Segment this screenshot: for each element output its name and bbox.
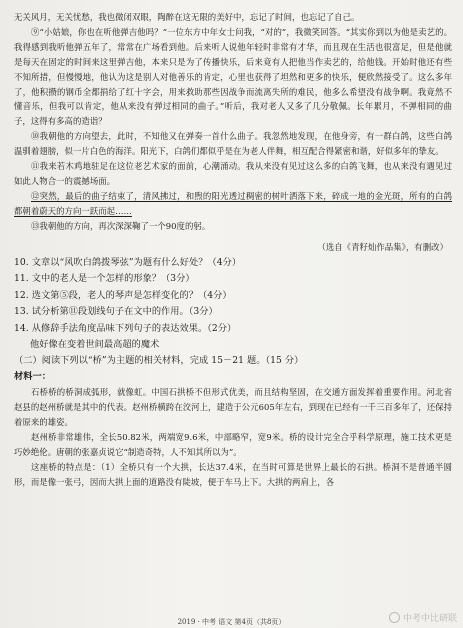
question-10: 10. 文章以“风吹白鸽拨琴弦”为题有什么好处？（4分） [14,256,242,268]
material-paragraph-3: 这座桥的特点是：（1）全桥只有一个大拱，长达37.4米，在当时可算是世界上最长的石拱。桥洞不是普通半圆形，而是像一张弓，因而大拱上面的道路没有陡坡，便于车马上下。大拱的两肩上，各 [14,462,452,487]
watermark-text: 中考中比研联 [402,614,457,624]
underlined-sentence: ⑫突然，最后的曲子结束了，清风拂过，和煦的阳光透过稠密的树叶洒落下来，碎成一地的金光斑，所有的白鸽都朝着蔚天的方向一跃而起…… [14,190,452,216]
page-footer: 2019 · 中考 语文 第4页（共8页） [177,618,286,626]
material-paragraph-1: 石桥桥的桥洞成弧形，就像虹。中国石拱桥不但形式优美，而且结构坚固，在交通方面发挥着重要作用。河北省赵县的赵州桥就是其中的代表。赵州桥横跨在洨河上，建造于公元605年左右，到现在已经有一千三百多年了，还保持着原来的雄姿。 [14,387,452,428]
paragraph-12 [14,189,452,219]
paragraph-9: ⑨“小姑娘，你也在听他弹吉他吗？”一位东方中年女士问我，“对的”，我微笑回答。“其实你到以为他是卖艺的。我得感到我听他弹五年了，常常在广场看到他。后来听人说他年轻时非常有才华，而且现在生活也很富足，但是他就是每天在固定的时间来这里弹吉他，本来只是为了传播快乐，后来竟有人把他当作卖艺的，给他钱。开始时他还有些不知所措，但慢慢地，他认为这是别人对他善乐的肯定，心里也获得了坦然和更多的快乐，便欣然接受了。这么多年了，他积攒的钢币全都捐给了红十字会，用来救助那些因战争而流离失所的难民，他多么希望没有战争啊。我竟然不懂音乐，但我可以肯定，他从来没有弹过相同的曲子。”听后，我对老人又多了几分敬佩。长年累月，不弹相同的曲子，这得有多高的造诣？ [14,26,452,127]
paragraph-11: ⑪我来若木鸡地驻足在这位老艺术家的面前，心潮涌动。我从来没有见过这么多的白鸽飞舞，也从来没有遇见过如此人物合一的震撼场面。 [14,161,452,186]
question-12: 12. 选文第⑤段，老人的琴声是怎样变化的？（4分） [14,289,232,301]
material-label: 材料一： [14,371,51,383]
watermark [389,611,457,624]
question-14-quote: 他好像在变着世间最高超的魔术 [30,339,160,351]
question-14: 14. 从修辞手法角度品味下列句子的表达效果。（2分） [14,322,237,334]
paragraph-10: ⑩我朝他的方向望去，此时，不知他又在弹奏一首什么曲子。我忽然地发现，在他身旁，有一群白鸽，这些白鸽温驯着翅膀，似一片白色的海洋。阳光下，白鸽们都似乎是在为老人伴舞，相互配合得紧密和谐，好似多年的挚友。 [14,131,452,157]
section-title: （二）阅读下列以“桥”为主题的相关材料，完成 15－21 题。（15 分） [14,355,304,367]
source-citation: （选自《青籽灿作品集》，有删改） [317,241,448,252]
material-paragraph-2: 赵州桥非常雄伟，全长50.82米，两端宽9.6米，中部略窄，宽9米。桥的设计完全合乎科学原理，施工技术更是巧妙绝伦。唐朝的张嘉贞说它“制造奇特，人不知其所以为”。 [14,432,452,458]
wechat-logo-icon [389,612,400,623]
question-11: 11. 文中的老人是一个怎样的形象？（3分） [14,273,195,285]
paragraph-13: ⑬我朝他的方向，再次深深鞠了一个90度的躬。 [31,220,211,231]
page-content [14,10,452,490]
paragraph-intro: 无关风月，无关忧愁，我也微闭双眼，陶醉在这无限的美好中，忘记了时间，也忘记了自己。 [14,12,360,22]
question-13: 13. 试分析第⑪段划线句子在文中的作用。（3分） [14,306,218,318]
